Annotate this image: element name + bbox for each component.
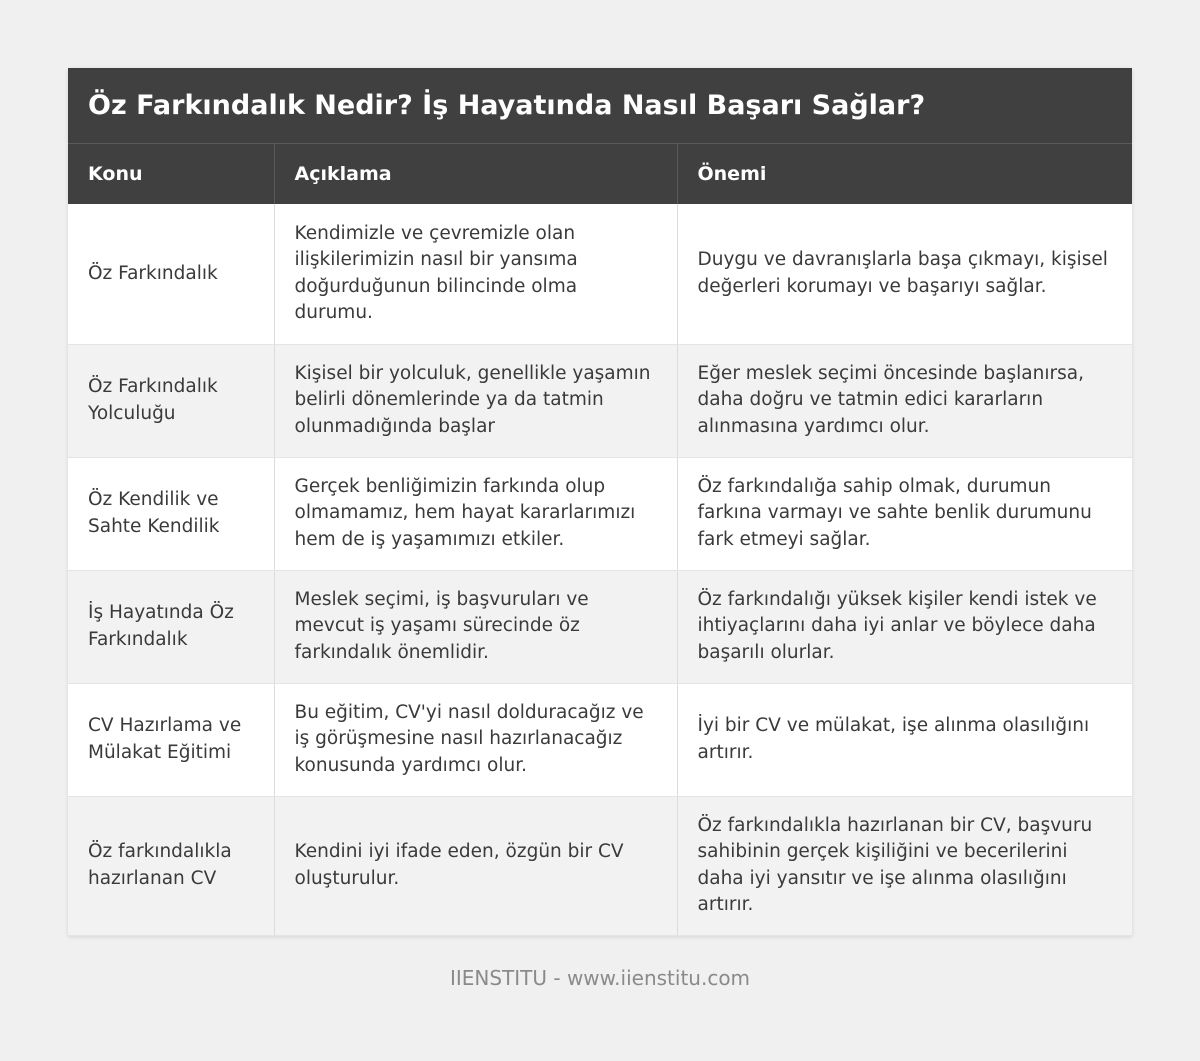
cell-aciklama: Kendimizle ve çevremizle olan ilişkilerimizin nasıl bir yansıma doğurduğunun bilincinde olma durumu. — [274, 204, 677, 344]
cell-konu: Öz Farkındalık Yolculuğu — [68, 344, 274, 457]
cell-konu: Öz Farkındalık — [68, 204, 274, 344]
cell-konu: İş Hayatında Öz Farkındalık — [68, 570, 274, 683]
cell-onemi: Eğer meslek seçimi öncesinde başlanırsa, daha doğru ve tatmin edici kararların alınmasına yardımcı olur. — [677, 344, 1132, 457]
info-table-card — [68, 68, 1132, 936]
cell-onemi: Öz farkındalıkla hazırlanan bir CV, başvuru sahibinin gerçek kişiliğini ve becerilerini daha iyi yansıtır ve işe alınma olasılığını artırır. — [677, 796, 1132, 935]
cell-konu: Öz farkındalıkla hazırlanan CV — [68, 796, 274, 935]
cell-onemi: Öz farkındalığa sahip olmak, durumun farkına varmayı ve sahte benlik durumunu fark etmeyi sağlar. — [677, 457, 1132, 570]
cell-aciklama: Kendini iyi ifade eden, özgün bir CV oluşturulur. — [274, 796, 677, 935]
cell-onemi: İyi bir CV ve mülakat, işe alınma olasılığını artırır. — [677, 683, 1132, 796]
cell-aciklama: Meslek seçimi, iş başvuruları ve mevcut iş yaşamı sürecinde öz farkındalık önemlidir. — [274, 570, 677, 683]
table-row — [68, 204, 1132, 344]
table-row — [68, 457, 1132, 570]
title-bar — [68, 68, 1132, 144]
info-table — [68, 144, 1132, 936]
page-title: Öz Farkındalık Nedir? İş Hayatında Nasıl Başarı Sağlar? — [88, 90, 926, 121]
footer-credit: IIENSTITU - www.iienstitu.com — [449, 966, 751, 990]
table-row — [68, 683, 1132, 796]
cell-aciklama: Kişisel bir yolculuk, genellikle yaşamın belirli dönemlerinde ya da tatmin olunmadığında başlar — [274, 344, 677, 457]
column-header-konu: Konu — [68, 144, 274, 204]
cell-onemi: Öz farkındalığı yüksek kişiler kendi istek ve ihtiyaçlarını daha iyi anlar ve böylece daha başarılı olurlar. — [677, 570, 1132, 683]
table-row — [68, 570, 1132, 683]
cell-konu: Öz Kendilik ve Sahte Kendilik — [68, 457, 274, 570]
cell-onemi: Duygu ve davranışlarla başa çıkmayı, kişisel değerleri korumayı ve başarıyı sağlar. — [677, 204, 1132, 344]
table-row — [68, 796, 1132, 935]
table-row — [68, 344, 1132, 457]
cell-aciklama: Bu eğitim, CV'yi nasıl dolduracağız ve iş görüşmesine nasıl hazırlanacağız konusunda yardımcı olur. — [274, 683, 677, 796]
table-header-row — [68, 144, 1132, 204]
cell-aciklama: Gerçek benliğimizin farkında olup olmamamız, hem hayat kararlarımızı hem de iş yaşamımızı etkiler. — [274, 457, 677, 570]
cell-konu: CV Hazırlama ve Mülakat Eğitimi — [68, 683, 274, 796]
column-header-onemi: Önemi — [677, 144, 1132, 204]
column-header-aciklama: Açıklama — [274, 144, 677, 204]
